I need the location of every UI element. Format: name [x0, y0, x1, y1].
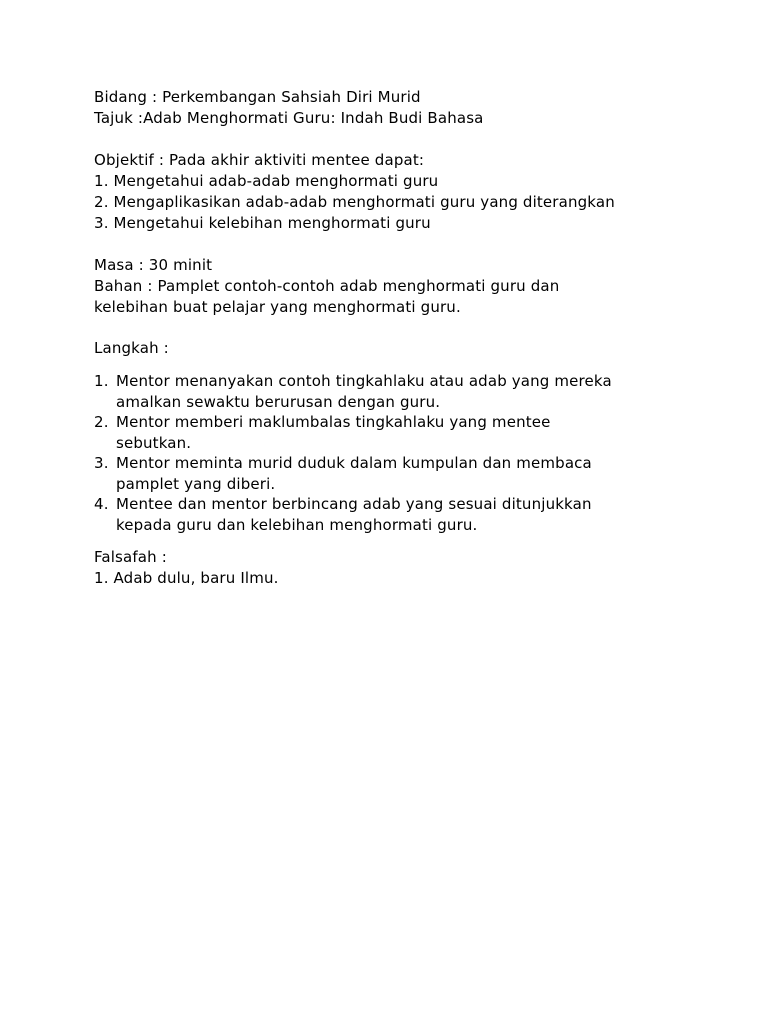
langkah-text-1 — [116, 371, 694, 412]
langkah-heading: Langkah : — [94, 339, 169, 357]
spacer — [94, 535, 694, 547]
spacer — [94, 318, 694, 338]
langkah-text-4 — [116, 494, 694, 535]
falsafah-heading: Falsafah : — [94, 548, 167, 566]
langkah-item-1 — [94, 371, 694, 412]
langkah-4-line-1: Mentee dan mentor berbincang adab yang sesuai ditunjukkan — [116, 495, 592, 513]
objektif-item-2: 2. Mengaplikasikan adab-adab menghormati guru yang diterangkan — [94, 193, 615, 211]
spacer — [94, 359, 694, 371]
spacer — [94, 234, 694, 255]
langkah-3-line-1: Mentor meminta murid duduk dalam kumpulan dan membaca — [116, 454, 592, 472]
masa-line: Masa : 30 minit — [94, 256, 213, 274]
langkah-1-line-2: amalkan sewaktu berurusan dengan guru. — [116, 392, 441, 411]
objektif-item-3: 3. Mengetahui kelebihan menghormati guru — [94, 214, 431, 232]
langkah-item-3 — [94, 453, 694, 494]
langkah-4-line-2: kepada guru dan kelebihan menghormati guru. — [116, 515, 478, 534]
langkah-item-2 — [94, 412, 694, 453]
langkah-2-line-2: sebutkan. — [116, 433, 192, 452]
document-body — [94, 87, 694, 589]
langkah-item-4 — [94, 494, 694, 535]
tajuk-line: Tajuk :Adab Menghormati Guru: Indah Budi Bahasa — [94, 109, 484, 127]
langkah-3-line-2: pamplet yang diberi. — [116, 474, 276, 493]
langkah-number-1: 1. — [94, 372, 109, 390]
langkah-list — [94, 371, 694, 535]
bahan-line-2: kelebihan buat pelajar yang menghormati guru. — [94, 298, 461, 316]
langkah-text-2 — [116, 412, 694, 453]
langkah-text-3 — [116, 453, 694, 494]
spacer — [94, 129, 694, 150]
falsafah-item-1: 1. Adab dulu, baru Ilmu. — [94, 569, 279, 587]
langkah-number-4: 4. — [94, 495, 109, 513]
langkah-1-line-1: Mentor menanyakan contoh tingkahlaku atau adab yang mereka — [116, 372, 612, 390]
langkah-number-3: 3. — [94, 454, 109, 472]
langkah-2-line-1: Mentor memberi maklumbalas tingkahlaku yang mentee — [116, 413, 551, 431]
objektif-heading: Objektif : Pada akhir aktiviti mentee dapat: — [94, 151, 425, 169]
objektif-item-1: 1. Mengetahui adab-adab menghormati guru — [94, 172, 439, 190]
langkah-number-2: 2. — [94, 413, 109, 431]
bidang-line: Bidang : Perkembangan Sahsiah Diri Murid — [94, 88, 421, 106]
bahan-line-1: Bahan : Pamplet contoh-contoh adab menghormati guru dan — [94, 277, 560, 295]
